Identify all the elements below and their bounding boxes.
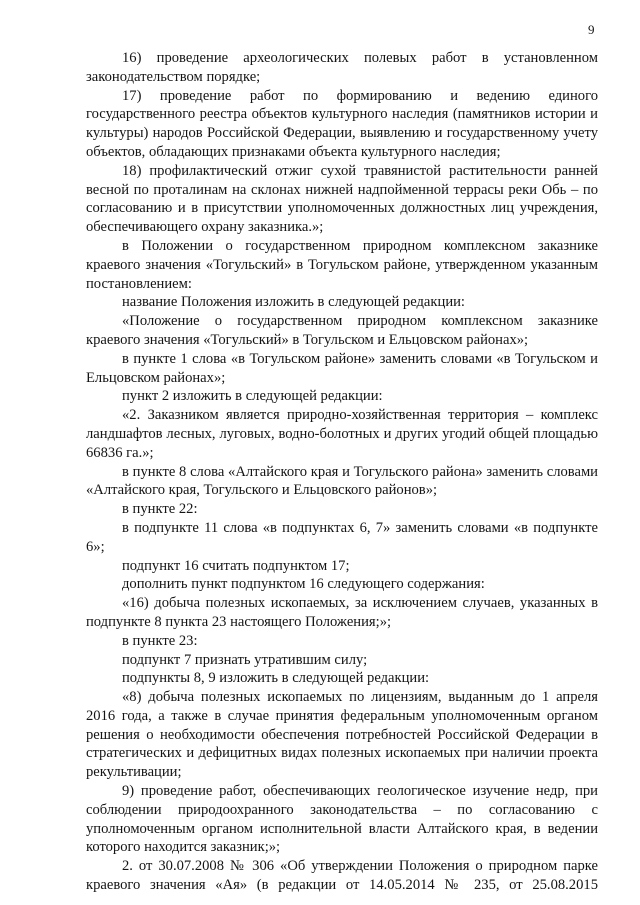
paragraph-subitem-16: 16) проведение археологических полевых работ в установленном законодательством порядке; xyxy=(86,50,598,85)
paragraph-item-22: в пункте 22: xyxy=(122,501,198,518)
paragraph-item-2-decree: 2. от 30.07.2008 № 306 «Об утверждении Положения о природном парке краевого значения «Ая» (в редакции от 14.05.2014 № 235, от 25.08.2015 xyxy=(86,858,598,894)
paragraph-new-subitem-8: «8) добыча полезных ископаемых по лицензиям, выданным до 1 апреля 2016 года, а также в случае принятия федеральным уполномоченным органом решения о необходимости обеспечения потребностей Российской Федерации в стратегических и дефицитных видах полезных ископаемых при наличии проекта рекультивации; xyxy=(86,689,598,781)
document-body xyxy=(86,49,598,895)
paragraph-item-2-intro: пункт 2 изложить в следующей редакции: xyxy=(122,388,383,405)
paragraph-subitem-18: 18) профилактический отжиг сухой травянистой растительности ранней весной по проталинам на склонах нижней надпойменной террасы реки Обь – по согласованию и в присутствии уполномоченных должностных лиц учреждения, обеспечивающего охрану заказника.»; xyxy=(86,162,598,236)
paragraph-new-subitem-9: 9) проведение работ, обеспечивающих геологическое изучение недр, при соблюдении природоохранного законодательства – по согласованию с уполномоченным органом исполнительной власти Алтайского края, в ведении которого находится заказник;»; xyxy=(86,783,598,856)
paragraph-title-change: название Положения изложить в следующей редакции: xyxy=(122,294,465,311)
paragraph-regulation-intro: в Положении о государственном природном комплексном заказнике краевого значения «Тогульский» в Тогульском районе, утвержденном указанным постановлением: xyxy=(86,237,598,292)
paragraph-subitem-11: в подпункте 11 слова «в подпунктах 6, 7» заменить словами «в подпункте 6»; xyxy=(86,519,598,555)
paragraph-item-1: в пункте 1 слова «в Тогульском районе» заменить словами «в Тогульском и Ельцовском районах»; xyxy=(86,350,598,386)
paragraph-item-23: в пункте 23: xyxy=(122,632,198,649)
paragraph-new-title: «Положение о государственном природном комплексном заказнике краевого значения «Тогульский» в Тогульском и Ельцовском районах»; xyxy=(86,313,598,348)
page-number: 9 xyxy=(588,22,595,37)
paragraph-subitem-16-renumber: подпункт 16 считать подпунктом 17; xyxy=(122,557,350,574)
paragraph-subitems-8-9: подпункты 8, 9 изложить в следующей редакции: xyxy=(122,670,430,687)
paragraph-subitem-17: 17) проведение работ по формированию и ведению единого государственного реестра объектов культурного наследия (памятников истории и культуры) народов Российской Федерации, выявлению и государственному учету объектов, обладающих признаками объекта культурного наследия; xyxy=(86,87,598,160)
paragraph-item-2-text: «2. Заказником является природно-хозяйственная территория – комплекс ландшафтов лесных, луговых, водно-болотных и других угодий общей площадью 66836 га.»; xyxy=(86,407,598,461)
paragraph-item-8: в пункте 8 слова «Алтайского края и Тогульского района» заменить словами «Алтайского края, Тогульского и Ельцовского районов»; xyxy=(86,463,598,499)
paragraph-add-subitem: дополнить пункт подпунктом 16 следующего содержания: xyxy=(122,576,485,593)
paragraph-new-subitem-16: «16) добыча полезных ископаемых, за исключением случаев, указанных в подпункте 8 пункта 23 настоящего Положения;»; xyxy=(86,595,598,630)
paragraph-subitem-7: подпункт 7 признать утратившим силу; xyxy=(122,651,368,668)
